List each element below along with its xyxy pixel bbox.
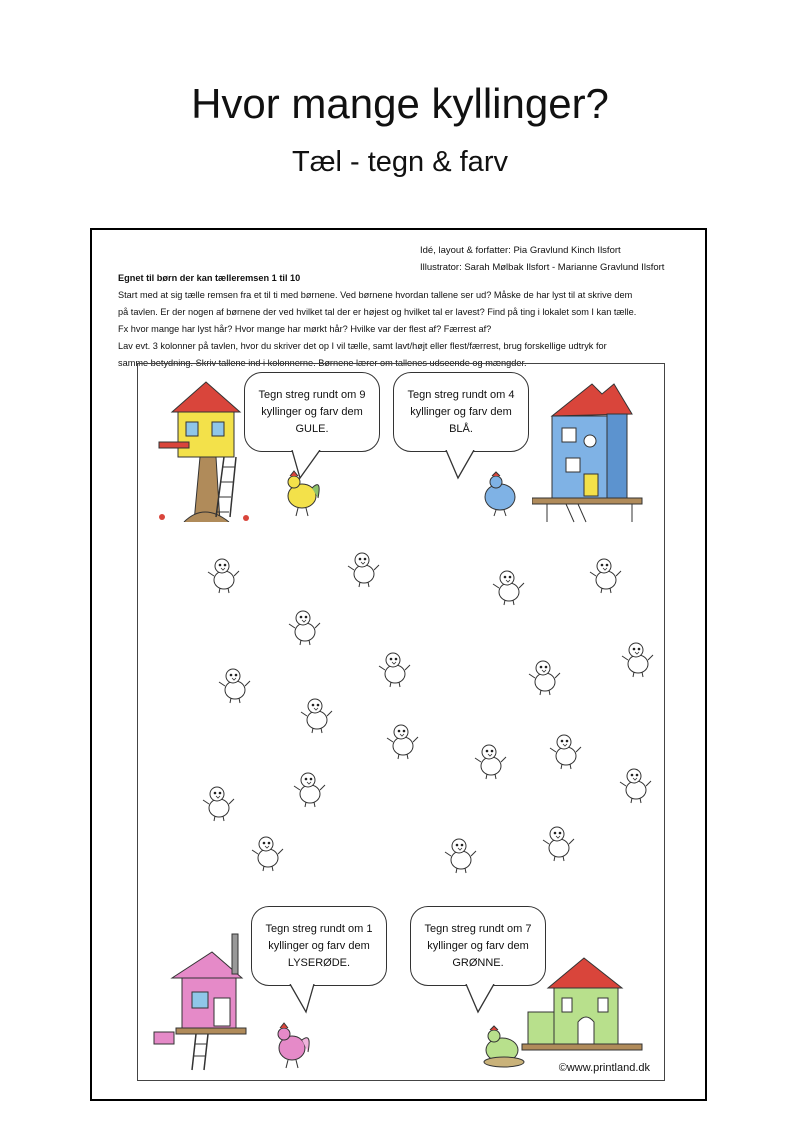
pink-house-illustration <box>152 932 262 1072</box>
page-subtitle: Tæl - tegn & farv <box>292 146 508 178</box>
chick-illustration <box>588 554 622 594</box>
green-hen-illustration <box>478 1024 528 1068</box>
chick-illustration <box>443 834 477 874</box>
yellow-treehouse-illustration <box>154 372 254 522</box>
chick-illustration <box>620 638 654 678</box>
chick-illustration <box>206 554 240 594</box>
chick-illustration <box>250 832 284 872</box>
chick-illustration <box>618 764 652 804</box>
green-house-illustration <box>518 948 648 1058</box>
page-title: Hvor mange kyllinger? <box>191 80 609 127</box>
instructions-heading: Egnet til børn der kan tælleremsen 1 til 10 <box>118 273 301 283</box>
chick-illustration <box>299 694 333 734</box>
speech-bubble-blue: Tegn streg rundt om 4 kyllinger og farv dem BLÅ. <box>393 372 529 452</box>
chick-illustration <box>548 730 582 770</box>
bubble-tail <box>284 984 324 1014</box>
copyright: ©www.printland.dk <box>558 1062 650 1074</box>
chick-illustration <box>541 822 575 862</box>
instructions-line: Start med at sig tælle remsen fra et til ti med børnene. Ved børnene hvordan tallene ser ud? Måske de har lyst til at skrive dem <box>118 290 633 300</box>
chick-illustration <box>287 606 321 646</box>
speech-bubble-green: Tegn streg rundt om 7 kyllinger og farv dem GRØNNE. <box>410 906 546 986</box>
speech-bubble-pink: Tegn streg rundt om 1 kyllinger og farv dem LYSERØDE. <box>251 906 387 986</box>
instructions-line: samme betydning. Skriv tallene ind i kolonnerne. Børnene lærer om tallenes udseende og mængder. <box>118 358 527 368</box>
chick-illustration <box>217 664 251 704</box>
chick-illustration <box>473 740 507 780</box>
bubble-tail <box>464 984 504 1014</box>
blue-hen-illustration <box>478 470 522 518</box>
instructions-line: Lav evt. 3 kolonner på tavlen, hvor du skriver det op I vil tælle, samt lavt/højt eller flest/færrest, brug forskellige udtryk for <box>118 341 607 351</box>
chick-illustration <box>491 566 525 606</box>
instructions <box>118 270 688 372</box>
activity-area <box>137 363 665 1081</box>
instructions-line: på tavlen. Er der nogen af børnene der ved hvilket tal der er højest og hvilket tal er lavest? Find på ting i lokalet som I kan tælle. <box>118 307 637 317</box>
chick-illustration <box>527 656 561 696</box>
credits-illustrator: Illustrator: Sarah Mølbak Ilsfort - Marianne Gravlund Ilsfort <box>420 262 665 273</box>
chick-illustration <box>377 648 411 688</box>
chick-illustration <box>292 768 326 808</box>
worksheet-frame <box>90 228 707 1101</box>
yellow-rooster-illustration <box>276 468 324 518</box>
instructions-line: Fx hvor mange har lyst hår? Hvor mange har mørkt hår? Hvilke var der flest af? Færrest af? <box>118 324 492 334</box>
speech-bubble-yellow: Tegn streg rundt om 9 kyllinger og farv dem GULE. <box>244 372 380 452</box>
blue-house-illustration <box>532 376 644 524</box>
chick-illustration <box>346 548 380 588</box>
chick-illustration <box>385 720 419 760</box>
pink-rooster-illustration <box>268 1020 314 1070</box>
credits-author: Idé, layout & forfatter: Pia Gravlund Kinch Ilsfort <box>420 245 621 256</box>
chick-illustration <box>201 782 235 822</box>
